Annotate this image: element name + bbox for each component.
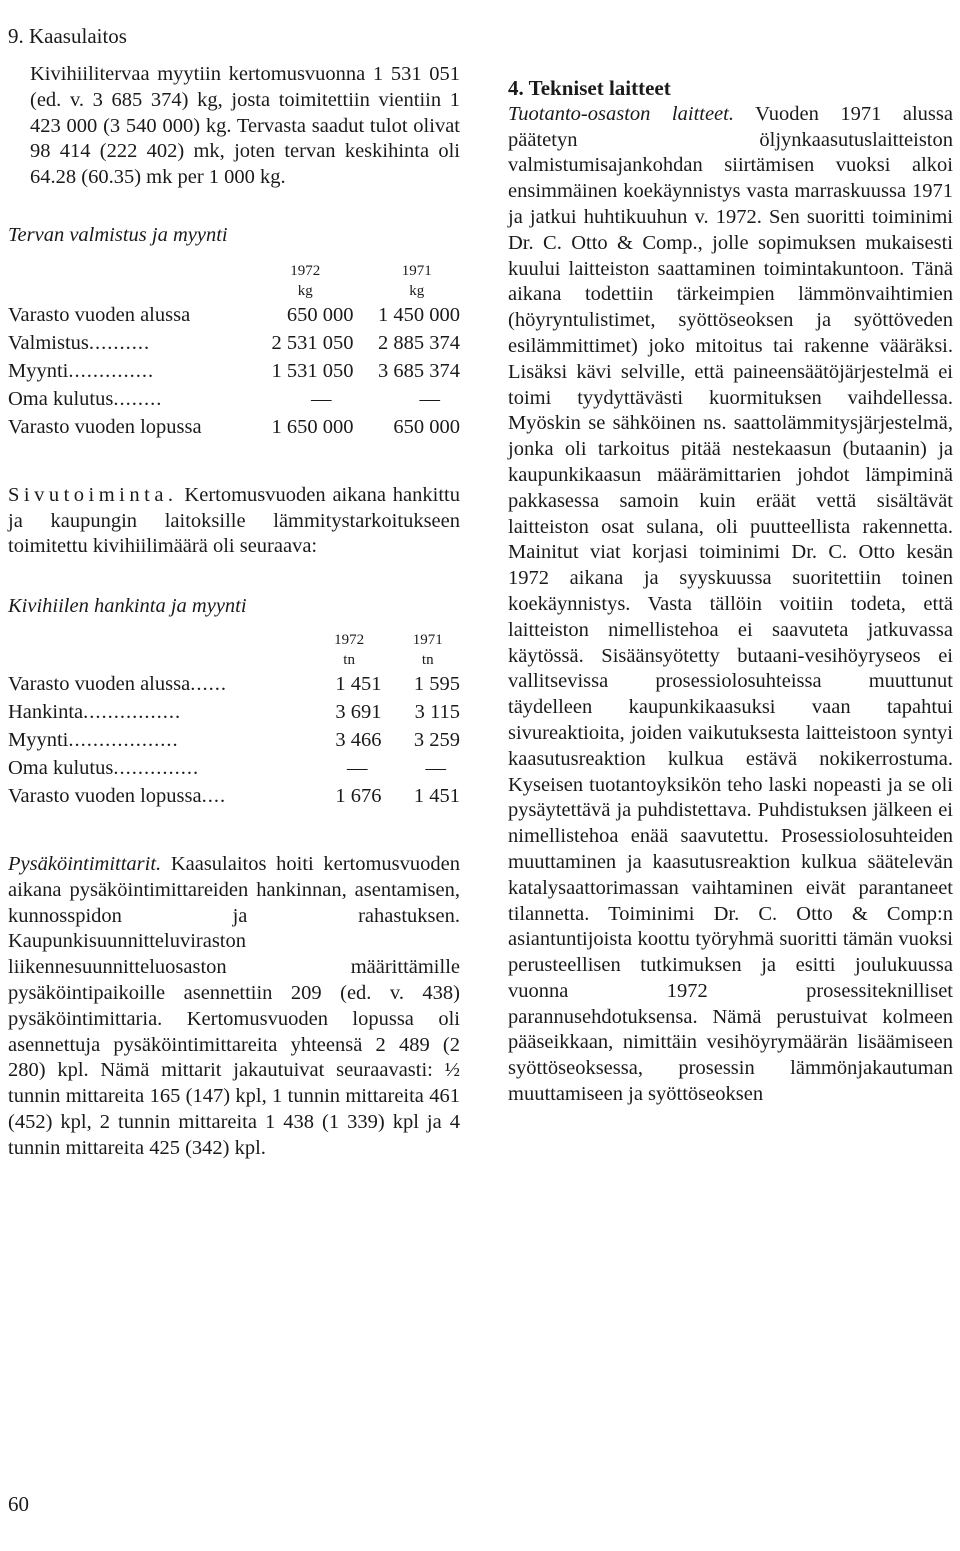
row-value-1972: 2 531 050: [271, 331, 354, 354]
coal-paragraph: [8, 483, 460, 560]
row-value-1972: 3 691: [335, 700, 382, 723]
row-label: Varasto vuoden alussa: [8, 672, 191, 695]
table-row: [8, 726, 460, 754]
row-value-1972: —: [311, 387, 332, 410]
tar-unit-1971: kg: [409, 282, 425, 299]
row-label: Varasto vuoden alussa: [8, 303, 191, 326]
coal-year-1972: 1972: [334, 631, 365, 648]
parking-meter-lead: Pysäköintimittarit.: [8, 852, 162, 875]
coal-table-year-row: [8, 630, 460, 650]
row-dots: ................: [83, 700, 182, 723]
page-number: 60: [8, 1492, 29, 1516]
sideline-text: Kertomusvuoden aikana hankittu ja kaupungin laitoksille lämmitystarkoitukseen toimitettu kivihiilimäärä oli seuraava:: [8, 483, 460, 558]
row-value-1971: 650 000: [393, 415, 460, 438]
row-label: Varasto vuoden lopussa: [8, 415, 202, 438]
coal-unit-1971: tn: [421, 651, 434, 668]
row-label: Varasto vuoden lopussa: [8, 784, 202, 807]
row-label: Myynti: [8, 728, 69, 751]
row-value-1972: 1 650 000: [271, 415, 354, 438]
row-value-1972: 1 676: [335, 784, 382, 807]
tar-year-1972: 1972: [290, 262, 321, 279]
row-label: Oma kulutus: [8, 756, 114, 779]
row-value-1972: 1 531 050: [271, 359, 354, 382]
table-row: [8, 754, 460, 782]
tar-unit-1972: kg: [297, 282, 313, 299]
table-row: [8, 782, 460, 810]
coal-table: [8, 630, 460, 810]
tar-year-1971: 1971: [401, 262, 432, 279]
row-label: Hankinta: [8, 700, 84, 723]
row-dots: ..............: [68, 359, 155, 382]
parking-meter-text: Kaasulaitos hoiti kertomusvuoden aikana pysäköintimittareiden hankinnan, asentamisen, kunnosspidon ja rahastuksen. Kaupunkisuunnitteluviraston liikennesuunnitteluosaston määrittämille pysäköintipaikoille asennettiin 209 (ed. v. 438) pysäköintimittaria. Kertomusvuoden lopussa oli asennettuja pysäköintimittareita yhteensä 2 489 (2 280) kpl. Nämä mittarit jakautuivat seuraavasti: ½ tunnin mittareita 165 (147) kpl, 1 tunnin mittareita 461 (452) kpl, 2 tunnin mittareita 1 438 (1 339) kpl ja 4 tunnin mittareita 425 (342) kpl.: [8, 852, 460, 1159]
table-row: [8, 301, 460, 329]
table-row: [8, 698, 460, 726]
row-value-1972: 1 451: [335, 672, 382, 695]
row-value-1972: —: [347, 756, 368, 779]
row-label: Valmistus: [8, 331, 89, 354]
row-label: Oma kulutus: [8, 387, 114, 410]
tar-table-year-row: [8, 261, 460, 281]
tar-table-unit-row: [8, 281, 460, 301]
row-value-1971: —: [419, 387, 440, 410]
production-equipment-lead: Tuotanto-osaston laitteet.: [508, 102, 734, 125]
parking-meter-paragraph: [8, 852, 460, 1162]
coal-table-caption: Kivihiilen hankinta ja myynti: [8, 595, 247, 618]
tar-table: [8, 261, 460, 441]
row-label: Myynti: [8, 359, 69, 382]
tar-table-caption: Tervan valmistus ja myynti: [8, 223, 228, 246]
row-value-1971: 3 115: [414, 700, 460, 723]
row-dots: ....: [201, 784, 227, 807]
row-value-1972: 650 000: [286, 303, 354, 326]
coal-year-1971: 1971: [412, 631, 443, 648]
coal-unit-1972: tn: [343, 651, 355, 668]
sideline-lead: Sivutoiminta.: [8, 483, 178, 506]
row-dots: ..........: [88, 331, 151, 354]
row-value-1971: 3 685 374: [378, 359, 460, 382]
section-heading: 4. Tekniset laitteet: [508, 76, 671, 100]
table-row: [8, 385, 460, 413]
row-dots: ..................: [68, 728, 179, 751]
production-equipment-text: Vuoden 1971 alussa päätetyn öljynkaasutuslaitteiston valmistumisajankohdan siirtämisen vuoksi alkoi ensimmäinen koekäynnistys vasta marraskuussa 1971 ja jatkui huhtikuuhun v. 1972. Sen suoritti toiminimi Dr. C. Otto & Comp., jolle sopimuksen mukaisesti kuului laitteiston saattaminen toimintakuntoon. Tänä aikana todettiin tärkeimpien lämmönvaihtimien (höyryntulistimet, syöttöseoksen ja syöttöveden esilämmittimet) joko mitoitus tai rakenne vääräksi. Lisäksi kävi selville, että paineensäätöjärjestelmä ei toimi tyydyttävästi kuormituksen vaihdellessa. Myöskin se sähköinen ns. saattolämmitysjärjestelmä, jonka oli tarkoitus pitää nestekaasun (butaanin) ja kaupunkikaasun määrämittarien johdot lämpiminä pakkasessa samoin kuin eräät vettä sisältävät laitteiston osat sulana, oli puutteellista rakennetta. Mainitut viat korjasi toiminimi Dr. C. Otto kesän 1972 aikana ja syyskuussa suoritettiin toinen koekäynnistys. Vasta tällöin voitiin todeta, että laitteiston nimellistehoa ei saavuteta jatkuvassa käytössä. Sisäänsyötetty butaani-vesihöyryseos ei vallitsevissa prosessiolosuhteissa muuttunut täydelleen kaupunkikaasuksi vaan tapahtui sivureaktioita, joiden vaikutuksesta laitteistoon syntyi kaasutusreaktion kulkua estävä nokikerrostuma. Kyseisen tuotantoyksikön teho laski nopeasti ja se oli pysäytettävä ja puhdistettava. Puhdistuksen jälkeen ei nimellistehoa enää saavutettu. Prosessiolosuhteiden muuttaminen ja kaasutusreaktion kulkua säätelevän katalysaattorimassan vaihtaminen eivät parantaneet tilannetta. Toiminimi Dr. C. Otto & Comp:n asiantuntijoista koottu työryhmä suoritti tämän vuoksi perusteellisen tutkimuksen ja esitti joulukuussa vuonna 1972 prosessiteknilliset parannusehdotuksensa. Nämä perustuivat kolmeen pääseikkaan, nimittäin vesihöyrymäärän lisäämiseen syöttöseoksessa, prosessin lämmönjakautuman muuttamiseen ja syöttöseoksen: [508, 102, 953, 1106]
row-value-1971: 1 450 000: [378, 303, 460, 326]
left-column: [8, 62, 460, 1162]
technical-equipment-paragraph: [508, 102, 953, 1108]
row-value-1971: 1 451: [413, 784, 460, 807]
row-value-1971: 1 595: [413, 672, 460, 695]
row-value-1971: 2 885 374: [378, 331, 460, 354]
row-dots: ..............: [113, 756, 200, 779]
table-row: [8, 329, 460, 357]
row-value-1971: —: [425, 756, 446, 779]
page-header: 9. Kaasulaitos: [8, 24, 127, 48]
coal-table-unit-row: [8, 650, 460, 670]
row-value-1972: 3 466: [335, 728, 382, 751]
row-value-1971: 3 259: [413, 728, 460, 751]
row-dots: ........: [113, 387, 163, 410]
table-row: [8, 357, 460, 385]
right-column: [508, 76, 953, 1108]
table-row: [8, 670, 460, 698]
tar-sales-paragraph: Kivihiilitervaa myytiin kertomusvuonna 1 531 051 (ed. v. 3 685 374) kg, josta toimitettiin vientiin 1 423 000 (3 540 000) kg. Tervasta saadut tulot olivat 98 414 (222 402) mk, joten tervan keskihinta oli 64.28 (60.35) mk per 1 000 kg.: [30, 63, 460, 189]
table-row: [8, 413, 460, 441]
row-dots: ......: [190, 672, 227, 695]
